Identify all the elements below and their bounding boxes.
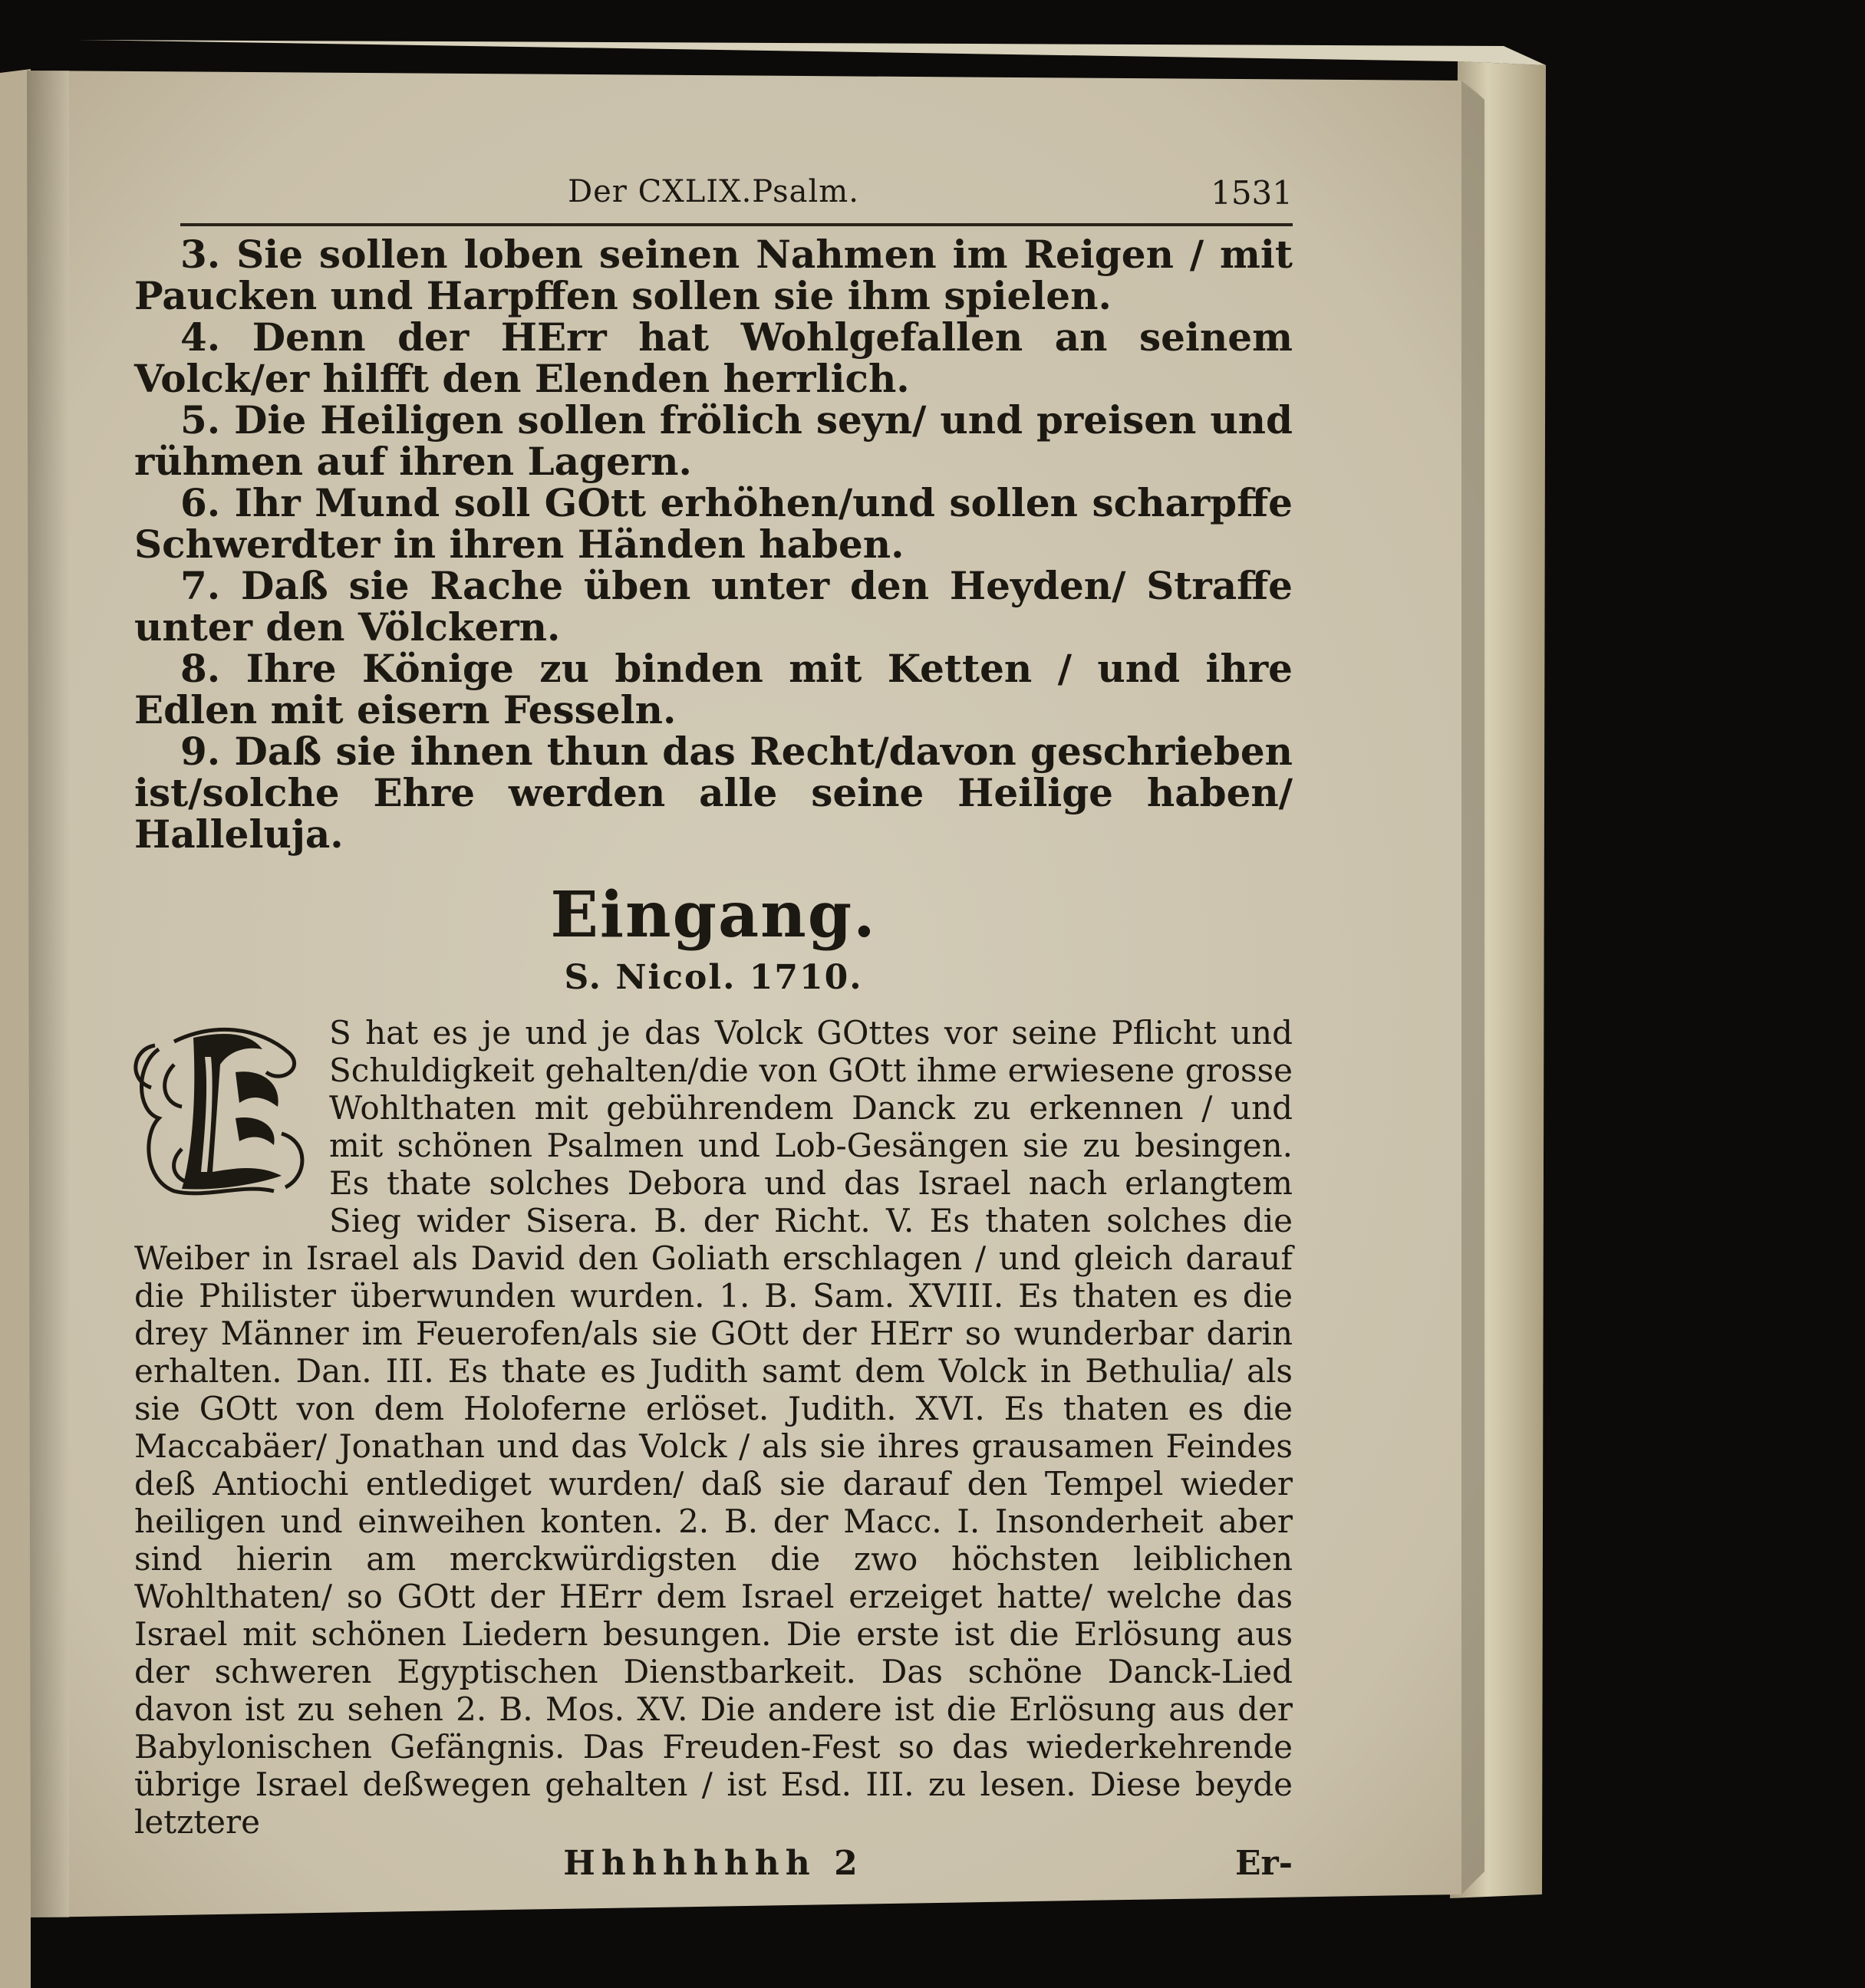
- verse-5: 5. Die Heiligen sollen frölich seyn/ und preisen und rühmen auf ihren Lagern.: [134, 397, 1293, 484]
- verse-6: 6. Ihr Mund soll GOtt erhöhen/und sollen scharpffe Schwerdter in ihren Händen haben.: [134, 480, 1293, 567]
- signature-mark: Hhhhhhhh 2: [563, 1844, 864, 1883]
- verse-8: 8. Ihre Könige zu binden mit Ketten / und ihre Edlen mit eisern Fesseln.: [134, 646, 1293, 732]
- page-footer: [134, 1841, 1293, 1887]
- header-rule: [180, 223, 1293, 226]
- verse-3: 3. Sie sollen loben seinen Nahmen im Reigen / mit Paucken und Harpffen sollen sie ihm spielen.: [134, 232, 1293, 318]
- running-header: [134, 165, 1293, 219]
- page-text-block: [134, 165, 1293, 1887]
- ornamental-initial-icon: [128, 1019, 318, 1210]
- body-text: S hat es je und je das Volck GOttes vor seine Pflicht und Schuldigkeit gehalten/die von GOtt ihme erwiesene grosse Wohlthaten mit gebührendem Danck zu erkennen / und mit schönen Psalmen und Lob-Gesängen sie zu besingen. Es thate solches Debora und das Israel nach erlangtem Sieg wider Sisera. B. der Richt. V. Es thaten solches die Weiber in Israel als David den Goliath erschlagen / und gleich darauf die Philister überwunden wurden. 1. B. Sam. XVIII. Es thaten es die drey Männer im Feuerofen/als sie GOtt der HErr so wunderbar darin erhalten. Dan. III. Es thate es Judith samt dem Volck in Bethulia/ als sie GOtt von dem Holoferne erlöset. Judith. XVI. Es thaten es die Maccabäer/ Jonathan und das Volck / als sie ihres grausamen Feindes deß Antiochi entlediget wurden/ daß sie darauf den Tempel wieder heiligen und einweihen konten. 2. B. der Macc. I. Insonderheit aber sind hierin am merckwürdigsten die zwo höchsten leiblichen Wohlthaten/ so GOtt der HErr dem Israel erzeiget hatte/ welche das Israel mit schönen Liedern besungen. Die erste ist die Erlösung aus der schweren Egyptischen Dienstbarkeit. Das schöne Danck-Lied davon ist zu sehen 2. B. Mos. XV. Die andere ist die Erlösung aus der Babylonischen Gefängnis. Das Freuden-Fest so das wiederkehrende übrige Israel deßwegen gehalten / ist Esd. III. zu lesen. Diese beyde letztere: [134, 1014, 1293, 1841]
- verse-4: 4. Denn der HErr hat Wohlgefallen an seinem Volck/er hilfft den Elenden herrlich.: [134, 314, 1293, 401]
- catchword: Er-: [1235, 1844, 1293, 1883]
- left-page-sliver: [0, 69, 31, 1988]
- section-heading: Eingang.: [550, 878, 877, 952]
- page-number: 1531: [1211, 174, 1293, 212]
- running-title: Der CXLIX.Psalm.: [568, 174, 859, 209]
- section-subheading: S. Nicol. 1710.: [564, 958, 863, 997]
- verse-9: 9. Daß sie ihnen thun das Recht/davon geschrieben ist/solche Ehre werden alle seine Heilige haben/ Halleluja.: [134, 729, 1293, 857]
- verse-7: 7. Daß sie Rache üben unter den Heyden/ Straffe unter den Völckern.: [134, 563, 1293, 650]
- body-paragraph: [134, 1014, 1293, 1841]
